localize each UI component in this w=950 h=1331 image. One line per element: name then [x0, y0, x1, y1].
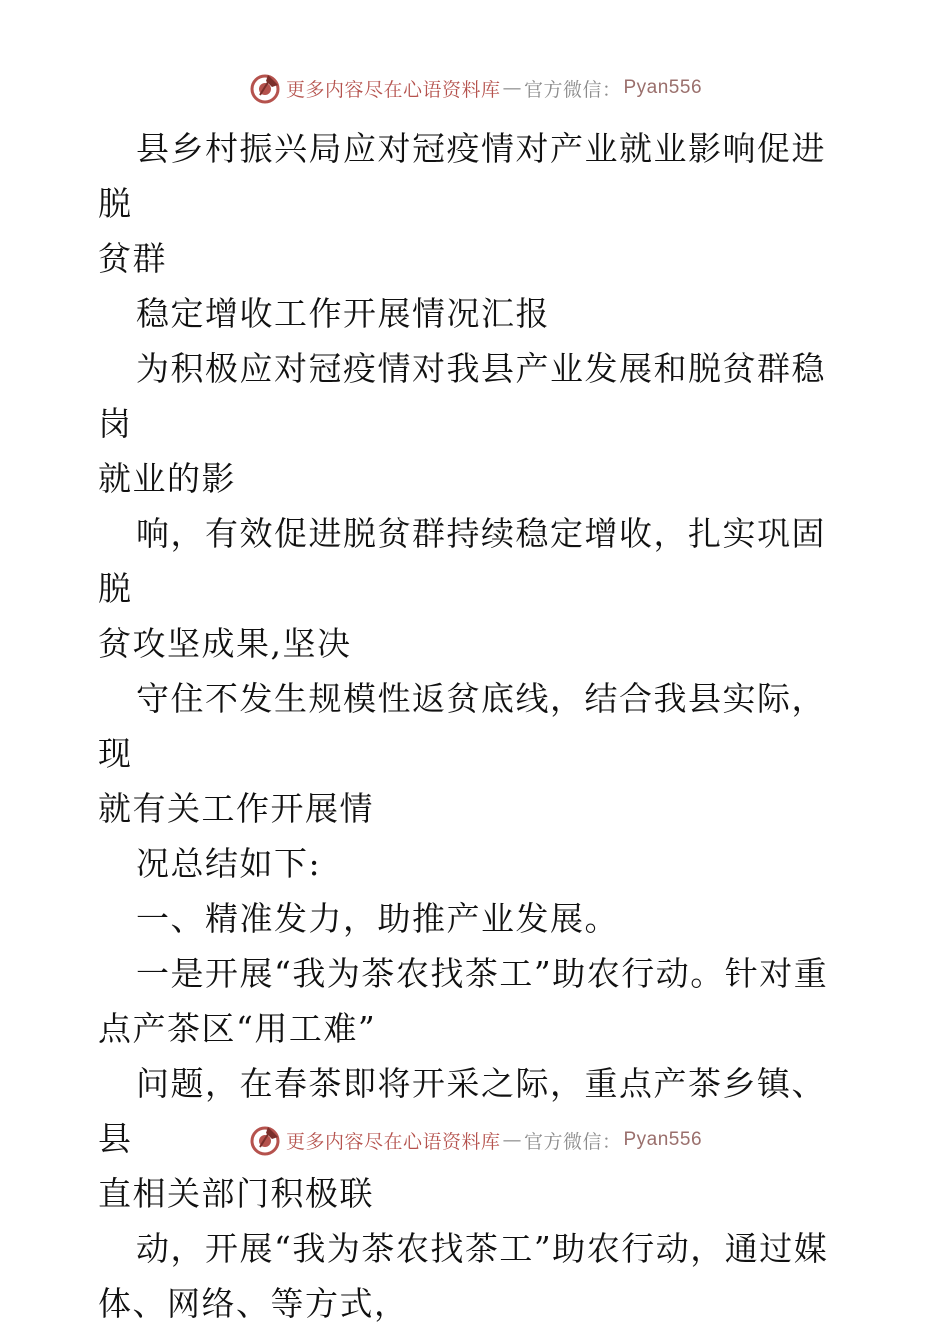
- paragraph-6: [98, 836, 858, 891]
- section-heading-1: [98, 891, 858, 946]
- paragraph-1: [98, 121, 858, 286]
- paragraph-4: [98, 506, 858, 671]
- paragraph-10: [98, 1221, 858, 1331]
- watermark-separator: —: [502, 1129, 522, 1151]
- paragraph-line: 一、精准发力，助推产业发展。: [136, 899, 619, 938]
- paragraph-line: 稳定增收工作开展情况汇报: [136, 294, 550, 333]
- paragraph-3: [98, 341, 858, 506]
- paragraph-line: 县乡村振兴局应对冠疫情对产业就业影响促进脱: [98, 129, 826, 223]
- paragraph-continuation: 贫攻坚成果,坚决: [98, 624, 352, 663]
- watermark-label: 官方微信：: [523, 1130, 622, 1153]
- watermark-label: 官方微信：: [523, 78, 622, 101]
- paragraph-continuation: 体、网络、等方式，: [98, 1284, 409, 1323]
- paragraph-5: [98, 671, 858, 836]
- watermark-account: Pyan556: [623, 77, 703, 98]
- paragraph-line: 问题，在春茶即将开采之际，重点产茶乡镇、县: [98, 1064, 826, 1158]
- paragraph-8: [98, 946, 858, 1056]
- paragraph-line: 一是开展“我为茶农找茶工”助农行动。针对重: [136, 954, 829, 993]
- paragraph-continuation: 点产茶区“用工难”: [98, 1009, 377, 1048]
- watermark-site-text: 更多内容尽在心语资料库: [285, 1130, 501, 1153]
- paragraph-continuation: 贫群: [98, 239, 167, 278]
- paragraph-line: 响，有效促进脱贫群持续稳定增收，扎实巩固脱: [98, 514, 826, 608]
- watermark-account: Pyan556: [623, 1129, 703, 1150]
- watermark-site-text: 更多内容尽在心语资料库: [285, 78, 501, 101]
- watermark-separator: —: [502, 77, 522, 99]
- footer-watermark: [0, 1120, 950, 1160]
- header-watermark: [0, 68, 950, 108]
- paragraph-line: 为积极应对冠疫情对我县产业发展和脱贫群稳岗: [98, 349, 826, 443]
- quill-seal-icon: [248, 1123, 282, 1157]
- quill-seal-icon: [248, 71, 282, 105]
- paragraph-2: [98, 286, 858, 341]
- paragraph-continuation: 就有关工作开展情: [98, 789, 374, 828]
- paragraph-line: 守住不发生规模性返贫底线，结合我县实际，现: [98, 679, 826, 773]
- paragraph-line: 况总结如下:: [136, 844, 322, 883]
- paragraph-line: 动，开展“我为茶农找茶工”助农行动，通过媒: [136, 1229, 829, 1268]
- paragraph-continuation: 直相关部门积极联: [98, 1174, 374, 1213]
- paragraph-continuation: 就业的影: [98, 459, 236, 498]
